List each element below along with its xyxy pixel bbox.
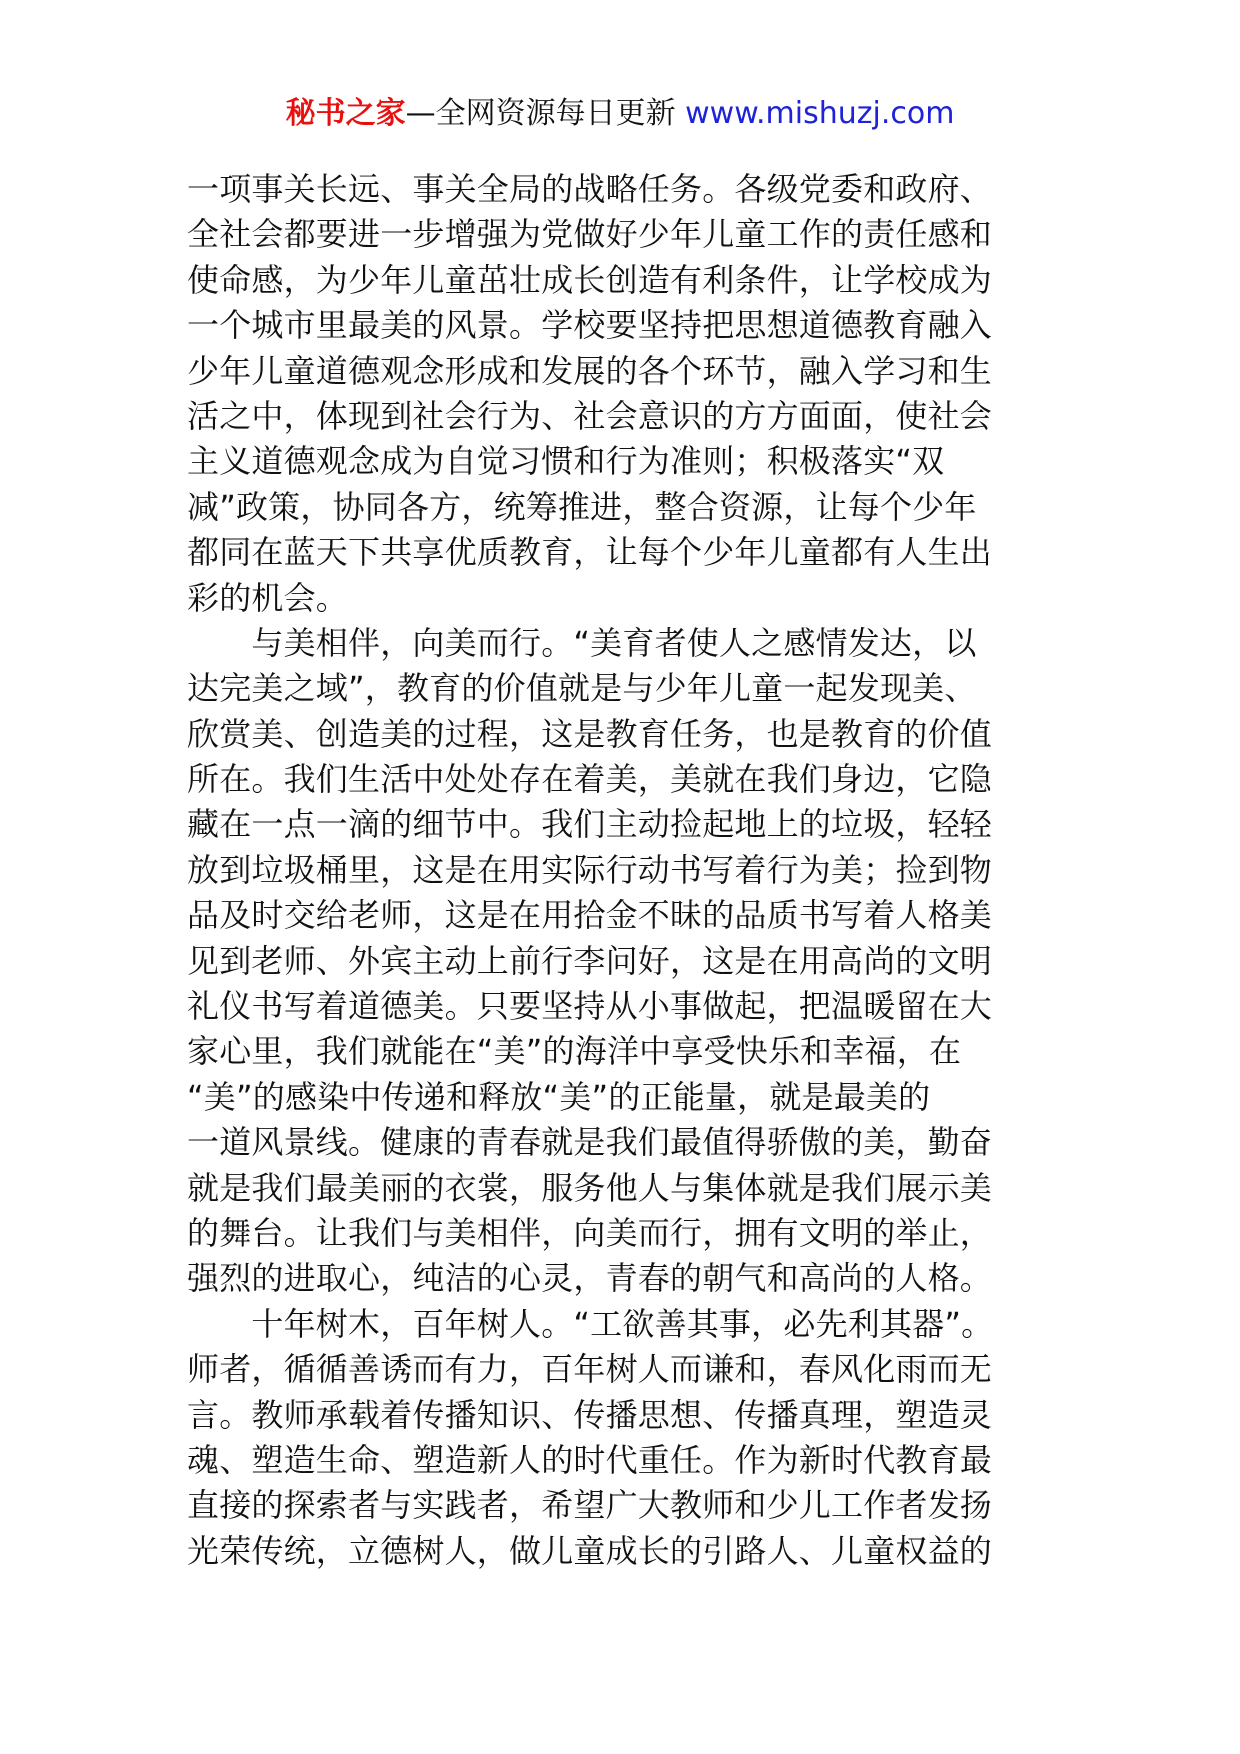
- text-line: 彩的机会。: [187, 578, 349, 617]
- text-line: 藏在一点一滴的细节中。我们主动捡起地上的垃圾，轻轻: [187, 805, 993, 844]
- text-line: 直接的探索者与实践者，希望广大教师和少儿工作者发扬: [187, 1486, 993, 1525]
- text-line: 见到老师、外宾主动上前行李问好，这是在用高尚的文明: [187, 941, 993, 980]
- site-url-link[interactable]: www.mishuzj.com: [685, 96, 955, 131]
- text-line: 放到垃圾桶里，这是在用实际行动书写着行为美；捡到物: [187, 850, 993, 889]
- text-line: 光荣传统，立德树人，做儿童成长的引路人、儿童权益的: [187, 1531, 993, 1570]
- text-line: 所在。我们生活中处处存在着美，美就在我们身边，它隐: [187, 760, 993, 799]
- text-line: 全社会都要进一步增强为党做好少年儿童工作的责任感和: [187, 215, 993, 254]
- text-line: 减”政策，协同各方，统筹推进，整合资源，让每个少年: [187, 487, 977, 526]
- text-line: 活之中，体现到社会行为、社会意识的方方面面，使社会: [187, 396, 993, 435]
- site-brand: 秘书之家: [285, 96, 406, 131]
- text-line: 一个城市里最美的风景。学校要坚持把思想道德教育融入: [187, 306, 993, 345]
- text-line: 强烈的进取心，纯洁的心灵，青春的朝气和高尚的人格。: [187, 1259, 993, 1298]
- text-line: 与美相伴，向美而行。“美育者使人之感情发达，以: [187, 623, 977, 662]
- text-line: 言。教师承载着传播知识、传播思想、传播真理，塑造灵: [187, 1395, 993, 1434]
- text-line: 家心里，我们就能在“美”的海洋中享受快乐和幸福，在: [187, 1032, 962, 1071]
- document-body: [187, 167, 1067, 1574]
- text-line: 礼仪书写着道德美。只要坚持从小事做起，把温暖留在大: [187, 987, 993, 1026]
- text-line: 欣赏美、创造美的过程，这是教育任务，也是教育的价值: [187, 714, 993, 753]
- text-line: 一道风景线。健康的青春就是我们最值得骄傲的美，勤奋: [187, 1123, 993, 1162]
- text-line: 主义道德观念成为自觉习惯和行为准则；积极落实“双: [187, 442, 945, 481]
- text-line: 少年儿童道德观念形成和发展的各个环节，融入学习和生: [187, 351, 993, 390]
- text-line: 的舞台。让我们与美相伴，向美而行，拥有文明的举止，: [187, 1213, 993, 1252]
- text-line: 师者，循循善诱而有力，百年树人而谦和，春风化雨而无: [187, 1350, 993, 1389]
- text-line: 达完美之域”，教育的价值就是与少年儿童一起发现美、: [187, 669, 977, 708]
- text-line: 都同在蓝天下共享优质教育，让每个少年儿童都有人生出: [187, 533, 993, 572]
- text-line: 十年树木，百年树人。“工欲善其事，必先利其器”。: [187, 1304, 994, 1343]
- page-header: [0, 94, 1240, 134]
- text-line: 魂、塑造生命、塑造新人的时代重任。作为新时代教育最: [187, 1440, 993, 1479]
- text-line: “美”的感染中传递和释放“美”的正能量，就是最美的: [187, 1077, 931, 1116]
- text-line: 一项事关长远、事关全局的战略任务。各级党委和政府、: [187, 170, 993, 208]
- text-line: 就是我们最美丽的衣裳，服务他人与集体就是我们展示美: [187, 1168, 993, 1207]
- site-slogan: —全网资源每日更新: [405, 96, 686, 131]
- text-line: 使命感，为少年儿童茁壮成长创造有利条件，让学校成为: [187, 260, 993, 299]
- text-line: 品及时交给老师，这是在用拾金不昧的品质书写着人格美: [187, 896, 993, 935]
